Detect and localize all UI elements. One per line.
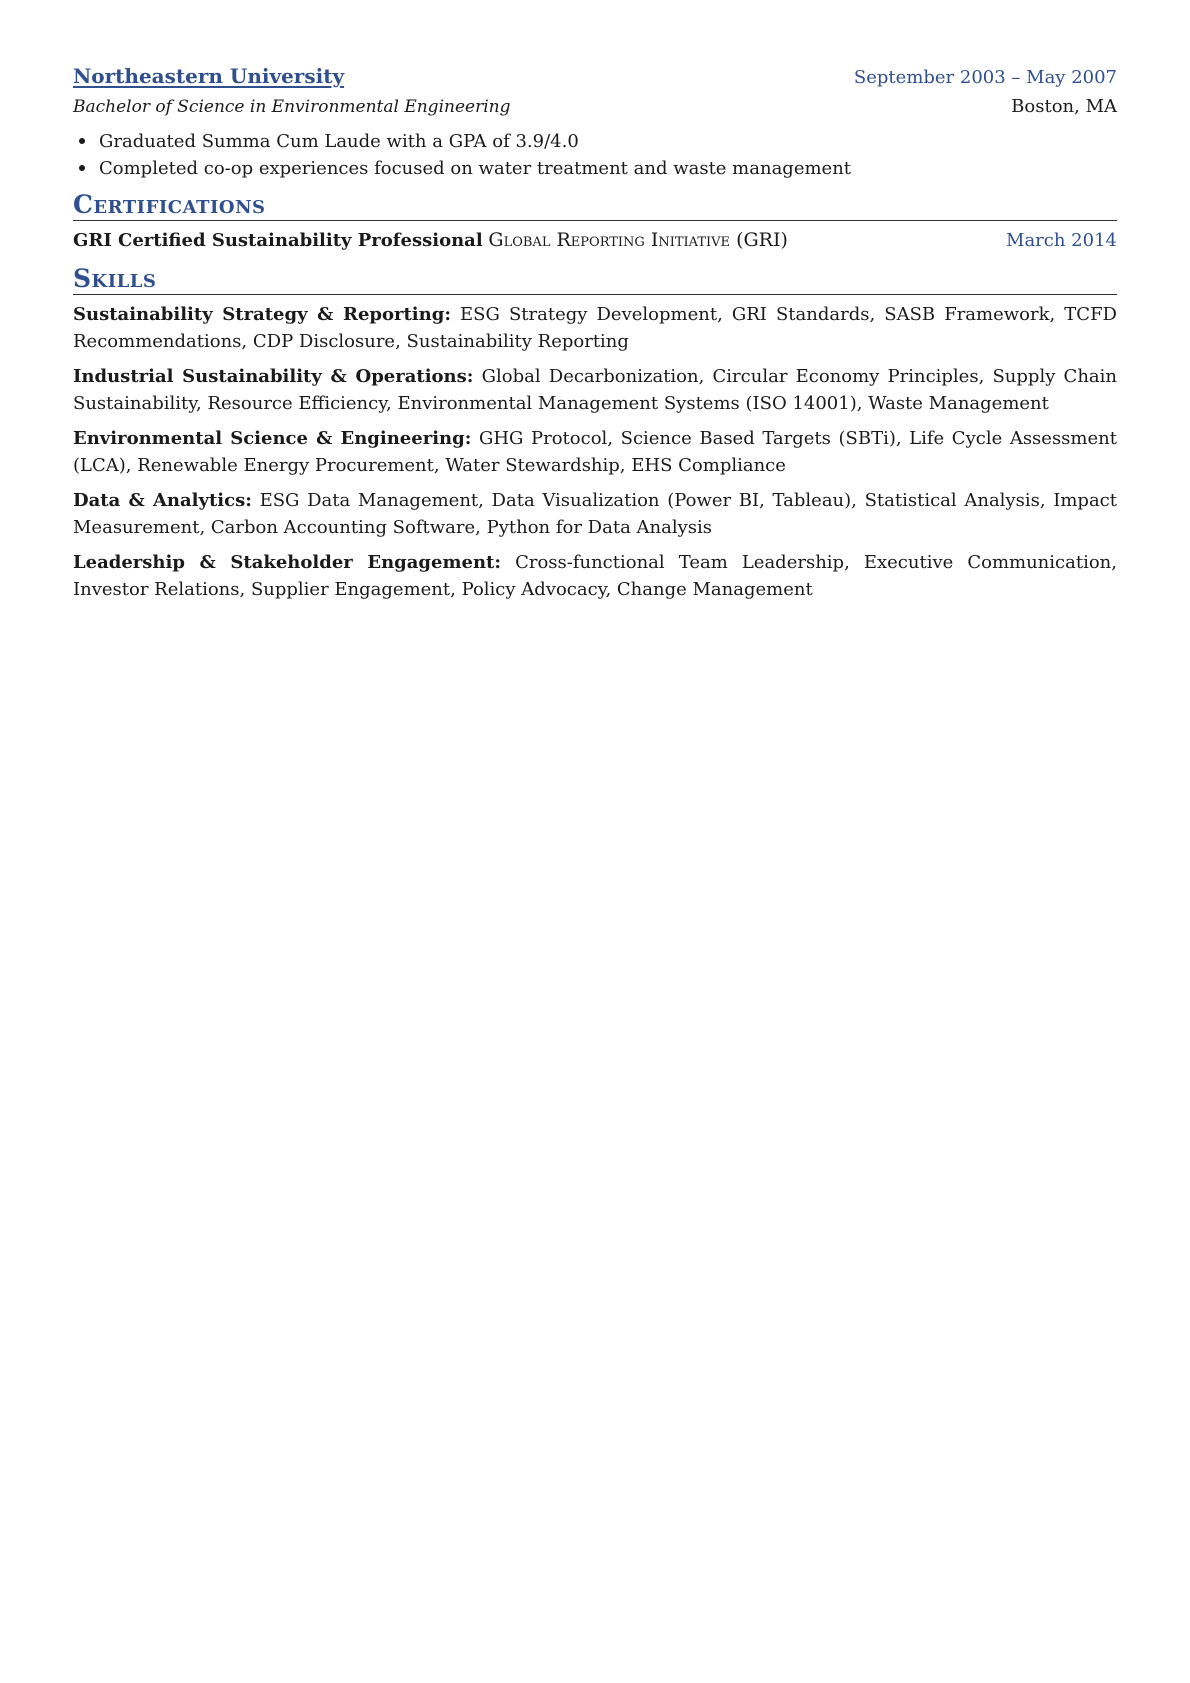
skill-group-label: Leadership & Stakeholder Engagement: xyxy=(73,552,501,573)
list-item xyxy=(75,128,1117,155)
skill-group-text: GHG Protocol, Science Based Targets (SBTi), Life Cycle Assessment (LCA), Renewable Energy Procurement, Water Stewardship, EHS Compliance xyxy=(73,428,1117,476)
bullet-text: Graduated Summa Cum Laude with a GPA of 3.9/4.0 xyxy=(99,131,579,152)
education-subheader-row xyxy=(73,92,1117,122)
skill-group-text: ESG Strategy Development, GRI Standards, SASB Framework, TCFD Recommendations, CDP Disclosure, Sustainability Reporting xyxy=(73,304,1117,352)
skill-group-label: Data & Analytics: xyxy=(73,490,252,511)
skill-group-environmental-science xyxy=(73,425,1117,479)
skill-group-text: Cross-functional Team Leadership, Executive Communication, Investor Relations, Supplier Engagement, Policy Advocacy, Change Management xyxy=(73,552,1117,600)
skill-group-label: Industrial Sustainability & Operations: xyxy=(73,366,474,387)
education-entry xyxy=(73,62,1117,182)
skill-group-sustainability-strategy xyxy=(73,301,1117,355)
skill-group-text: Global Decarbonization, Circular Economy Principles, Supply Chain Sustainability, Resource Efficiency, Environmental Management Systems (ISO 14001), Waste Management xyxy=(73,366,1117,414)
certification-entry xyxy=(73,225,1117,256)
list-item xyxy=(75,155,1117,182)
skill-group-data-analytics xyxy=(73,487,1117,541)
certifications-heading: Certifications xyxy=(73,190,1117,221)
school-link[interactable]: Northeastern University xyxy=(73,64,345,88)
degree-title: Bachelor of Science in Environmental Engineering xyxy=(73,97,511,117)
bullet-text: Completed co-op experiences focused on water treatment and waste management xyxy=(99,158,852,179)
skills-list xyxy=(73,301,1117,603)
bullet-icon xyxy=(79,138,85,144)
education-location: Boston, MA xyxy=(1011,96,1117,117)
certification-name: GRI Certified Sustainability Professional xyxy=(73,230,483,251)
skill-group-text: ESG Data Management, Data Visualization (Power BI, Tableau), Statistical Analysis, Impact Measurement, Carbon Accounting Software, Python for Data Analysis xyxy=(73,490,1117,538)
bullet-icon xyxy=(79,165,85,171)
skill-group-label: Sustainability Strategy & Reporting: xyxy=(73,304,451,325)
certification-title xyxy=(73,225,788,256)
skill-group-label: Environmental Science & Engineering: xyxy=(73,428,472,449)
education-bullets xyxy=(73,128,1117,182)
skill-group-leadership xyxy=(73,549,1117,603)
education-dates: September 2003 – May 2007 xyxy=(853,67,1117,88)
certification-org: Global Reporting Initiative (GRI) xyxy=(488,229,788,251)
education-header-row xyxy=(73,62,1117,92)
skill-group-industrial-sustainability xyxy=(73,363,1117,417)
certification-date: March 2014 xyxy=(1006,230,1117,251)
skills-heading: Skills xyxy=(73,264,1117,295)
